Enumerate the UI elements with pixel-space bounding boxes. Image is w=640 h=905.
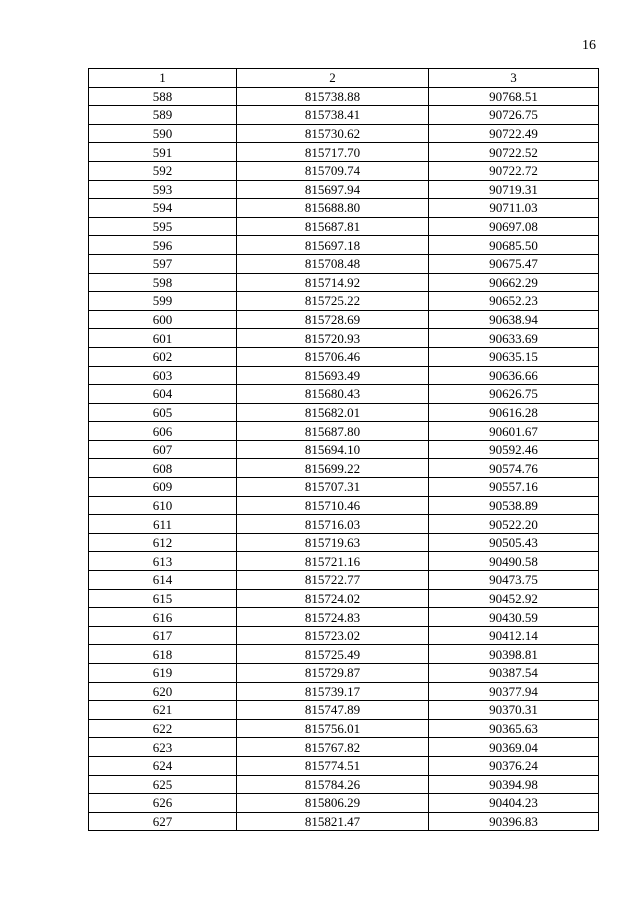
x-coordinate-cell: 815717.70	[237, 143, 429, 162]
x-coordinate-cell: 815722.77	[237, 571, 429, 590]
point-number-cell: 619	[89, 664, 237, 683]
x-coordinate-cell: 815708.48	[237, 254, 429, 273]
table-row	[89, 459, 599, 478]
point-number-cell: 610	[89, 496, 237, 515]
x-coordinate-cell: 815729.87	[237, 664, 429, 683]
y-coordinate-cell: 90697.08	[429, 217, 599, 236]
table-row	[89, 515, 599, 534]
x-coordinate-cell: 815709.74	[237, 161, 429, 180]
x-coordinate-cell: 815774.51	[237, 756, 429, 775]
point-number-cell: 606	[89, 422, 237, 441]
point-number-cell: 590	[89, 124, 237, 143]
table-row	[89, 329, 599, 348]
table-row	[89, 217, 599, 236]
table-row	[89, 812, 599, 831]
point-number-cell: 617	[89, 626, 237, 645]
table-row	[89, 403, 599, 422]
point-number-cell: 623	[89, 738, 237, 757]
point-number-cell: 627	[89, 812, 237, 831]
y-coordinate-cell: 90722.52	[429, 143, 599, 162]
y-coordinate-cell: 90719.31	[429, 180, 599, 199]
x-coordinate-cell: 815694.10	[237, 440, 429, 459]
point-number-cell: 597	[89, 254, 237, 273]
y-coordinate-cell: 90369.04	[429, 738, 599, 757]
table-row	[89, 626, 599, 645]
x-coordinate-cell: 815756.01	[237, 719, 429, 738]
table-row	[89, 738, 599, 757]
x-coordinate-cell: 815719.63	[237, 533, 429, 552]
x-coordinate-cell: 815693.49	[237, 366, 429, 385]
point-number-cell: 601	[89, 329, 237, 348]
point-number-cell: 595	[89, 217, 237, 236]
point-number-cell: 622	[89, 719, 237, 738]
table-row	[89, 422, 599, 441]
y-coordinate-cell: 90394.98	[429, 775, 599, 794]
x-coordinate-cell: 815682.01	[237, 403, 429, 422]
x-coordinate-cell: 815697.18	[237, 236, 429, 255]
point-number-cell: 620	[89, 682, 237, 701]
y-coordinate-cell: 90538.89	[429, 496, 599, 515]
point-number-cell: 596	[89, 236, 237, 255]
y-coordinate-cell: 90685.50	[429, 236, 599, 255]
column-header-y-coordinate: 3	[429, 69, 599, 88]
table-row	[89, 552, 599, 571]
y-coordinate-cell: 90652.23	[429, 292, 599, 311]
point-number-cell: 605	[89, 403, 237, 422]
y-coordinate-cell: 90490.58	[429, 552, 599, 571]
table-row	[89, 682, 599, 701]
y-coordinate-cell: 90557.16	[429, 478, 599, 497]
table-header	[89, 69, 599, 88]
x-coordinate-cell: 815721.16	[237, 552, 429, 571]
y-coordinate-cell: 90592.46	[429, 440, 599, 459]
y-coordinate-cell: 90626.75	[429, 385, 599, 404]
point-number-cell: 589	[89, 106, 237, 125]
x-coordinate-cell: 815784.26	[237, 775, 429, 794]
point-number-cell: 588	[89, 87, 237, 106]
table-row	[89, 533, 599, 552]
x-coordinate-cell: 815821.47	[237, 812, 429, 831]
y-coordinate-cell: 90616.28	[429, 403, 599, 422]
x-coordinate-cell: 815710.46	[237, 496, 429, 515]
y-coordinate-cell: 90376.24	[429, 756, 599, 775]
x-coordinate-cell: 815687.81	[237, 217, 429, 236]
y-coordinate-cell: 90387.54	[429, 664, 599, 683]
x-coordinate-cell: 815687.80	[237, 422, 429, 441]
y-coordinate-cell: 90452.92	[429, 589, 599, 608]
table-row	[89, 199, 599, 218]
table-row	[89, 664, 599, 683]
point-number-cell: 611	[89, 515, 237, 534]
point-number-cell: 604	[89, 385, 237, 404]
y-coordinate-cell: 90601.67	[429, 422, 599, 441]
point-number-cell: 602	[89, 347, 237, 366]
y-coordinate-cell: 90473.75	[429, 571, 599, 590]
y-coordinate-cell: 90768.51	[429, 87, 599, 106]
coordinates-table	[88, 68, 599, 831]
point-number-cell: 616	[89, 608, 237, 627]
x-coordinate-cell: 815806.29	[237, 794, 429, 813]
point-number-cell: 598	[89, 273, 237, 292]
y-coordinate-cell: 90633.69	[429, 329, 599, 348]
y-coordinate-cell: 90377.94	[429, 682, 599, 701]
x-coordinate-cell: 815688.80	[237, 199, 429, 218]
table-row	[89, 143, 599, 162]
table-row	[89, 347, 599, 366]
y-coordinate-cell: 90675.47	[429, 254, 599, 273]
y-coordinate-cell: 90662.29	[429, 273, 599, 292]
table-row	[89, 236, 599, 255]
page-number: 16	[582, 38, 596, 53]
table-row	[89, 496, 599, 515]
x-coordinate-cell: 815738.88	[237, 87, 429, 106]
y-coordinate-cell: 90370.31	[429, 701, 599, 720]
y-coordinate-cell: 90430.59	[429, 608, 599, 627]
table-body	[89, 87, 599, 831]
table-row	[89, 292, 599, 311]
y-coordinate-cell: 90412.14	[429, 626, 599, 645]
x-coordinate-cell: 815738.41	[237, 106, 429, 125]
point-number-cell: 624	[89, 756, 237, 775]
x-coordinate-cell: 815707.31	[237, 478, 429, 497]
x-coordinate-cell: 815725.22	[237, 292, 429, 311]
table-row	[89, 87, 599, 106]
point-number-cell: 621	[89, 701, 237, 720]
column-header-point-number: 1	[89, 69, 237, 88]
point-number-cell: 618	[89, 645, 237, 664]
table-row	[89, 645, 599, 664]
y-coordinate-cell: 90635.15	[429, 347, 599, 366]
column-header-x-coordinate: 2	[237, 69, 429, 88]
table-row	[89, 385, 599, 404]
y-coordinate-cell: 90722.72	[429, 161, 599, 180]
x-coordinate-cell: 815728.69	[237, 310, 429, 329]
x-coordinate-cell: 815747.89	[237, 701, 429, 720]
x-coordinate-cell: 815699.22	[237, 459, 429, 478]
x-coordinate-cell: 815724.83	[237, 608, 429, 627]
point-number-cell: 607	[89, 440, 237, 459]
y-coordinate-cell: 90726.75	[429, 106, 599, 125]
x-coordinate-cell: 815739.17	[237, 682, 429, 701]
x-coordinate-cell: 815716.03	[237, 515, 429, 534]
x-coordinate-cell: 815724.02	[237, 589, 429, 608]
table-row	[89, 366, 599, 385]
y-coordinate-cell: 90722.49	[429, 124, 599, 143]
point-number-cell: 591	[89, 143, 237, 162]
table-row	[89, 161, 599, 180]
point-number-cell: 625	[89, 775, 237, 794]
y-coordinate-cell: 90365.63	[429, 719, 599, 738]
point-number-cell: 612	[89, 533, 237, 552]
y-coordinate-cell: 90404.23	[429, 794, 599, 813]
point-number-cell: 599	[89, 292, 237, 311]
y-coordinate-cell: 90522.20	[429, 515, 599, 534]
table-row	[89, 180, 599, 199]
table-row	[89, 310, 599, 329]
point-number-cell: 614	[89, 571, 237, 590]
table-row	[89, 571, 599, 590]
point-number-cell: 600	[89, 310, 237, 329]
header-row	[89, 69, 599, 88]
point-number-cell: 603	[89, 366, 237, 385]
x-coordinate-cell: 815730.62	[237, 124, 429, 143]
table-row	[89, 756, 599, 775]
table-row	[89, 608, 599, 627]
table-row	[89, 273, 599, 292]
x-coordinate-cell: 815697.94	[237, 180, 429, 199]
point-number-cell: 613	[89, 552, 237, 571]
y-coordinate-cell: 90636.66	[429, 366, 599, 385]
table-row	[89, 124, 599, 143]
point-number-cell: 609	[89, 478, 237, 497]
table-row	[89, 794, 599, 813]
x-coordinate-cell: 815767.82	[237, 738, 429, 757]
y-coordinate-cell: 90638.94	[429, 310, 599, 329]
x-coordinate-cell: 815723.02	[237, 626, 429, 645]
y-coordinate-cell: 90396.83	[429, 812, 599, 831]
table-row	[89, 478, 599, 497]
table-row	[89, 775, 599, 794]
x-coordinate-cell: 815714.92	[237, 273, 429, 292]
point-number-cell: 626	[89, 794, 237, 813]
y-coordinate-cell: 90505.43	[429, 533, 599, 552]
y-coordinate-cell: 90574.76	[429, 459, 599, 478]
x-coordinate-cell: 815720.93	[237, 329, 429, 348]
point-number-cell: 593	[89, 180, 237, 199]
point-number-cell: 608	[89, 459, 237, 478]
x-coordinate-cell: 815680.43	[237, 385, 429, 404]
x-coordinate-cell: 815706.46	[237, 347, 429, 366]
table-row	[89, 719, 599, 738]
table-row	[89, 589, 599, 608]
table-row	[89, 106, 599, 125]
table-row	[89, 254, 599, 273]
point-number-cell: 592	[89, 161, 237, 180]
y-coordinate-cell: 90711.03	[429, 199, 599, 218]
x-coordinate-cell: 815725.49	[237, 645, 429, 664]
y-coordinate-cell: 90398.81	[429, 645, 599, 664]
table-row	[89, 701, 599, 720]
table-row	[89, 440, 599, 459]
point-number-cell: 594	[89, 199, 237, 218]
point-number-cell: 615	[89, 589, 237, 608]
